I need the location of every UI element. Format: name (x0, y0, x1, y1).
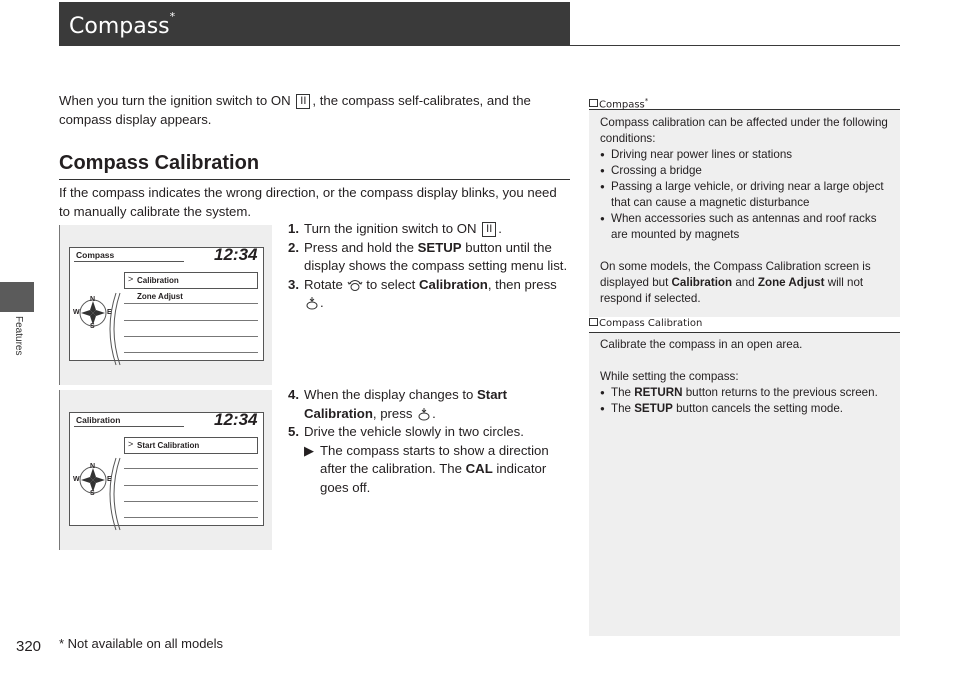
intro-paragraph: When you turn the ignition switch to ON II , the compass self-calibrates, and the compass display appears. (59, 93, 531, 127)
menu-line (124, 468, 258, 469)
note-heading-compass: Compass* (589, 94, 900, 110)
ignition-key-symbol: II (482, 222, 496, 237)
compass-menu-screen (59, 225, 272, 385)
menu-item-calibration-selected[interactable]: > Calibration (124, 272, 258, 289)
page-number: 320 (16, 638, 42, 655)
compass-west: W (73, 476, 80, 483)
section-heading: Compass Calibration (59, 152, 260, 174)
note-body-calibration: Calibrate the compass in an open area. While setting the compass: ● The RETURN button returns to the previous screen. ● The SETUP button cancels the setting mode. (600, 337, 892, 417)
selector-knob-press-icon (416, 407, 432, 421)
step-2: 2. Press and hold the SETUP button until the display shows the compass setting menu list. (288, 239, 568, 273)
clock-display: 12:34 (214, 245, 258, 264)
note-bullet: ● Passing a large vehicle, or driving near a large object that can cause a magnetic disturbance (600, 179, 892, 211)
section-paragraph: If the compass indicates the wrong direction, or the compass display blinks, you need to manually calibrate the system. (59, 185, 557, 219)
footnote: * Not available on all models (59, 636, 224, 651)
compass-north: N (90, 296, 96, 303)
title-rule (570, 45, 900, 46)
screen-title-underline (74, 261, 184, 262)
screen-title: Calibration (76, 415, 121, 425)
compass-south: S (90, 490, 95, 497)
menu-line (124, 501, 258, 502)
steps-group-1 (288, 220, 572, 313)
menu-line (124, 303, 258, 304)
menu-line (124, 517, 258, 518)
note-bullet: ● The SETUP button cancels the setting mode. (600, 401, 892, 417)
step-5-result: ▶ The compass starts to show a direction after the calibration. The CAL indicator goes off. (304, 442, 549, 495)
note-bullet: ● Driving near power lines or stations (600, 147, 892, 163)
clock-display: 12:34 (214, 410, 258, 429)
step-3: 3. Rotate to select Calibration, then press . (288, 276, 557, 310)
selector-knob-press-icon (304, 296, 320, 310)
compass-south: S (90, 323, 95, 330)
selector-knob-rotate-icon (347, 278, 363, 292)
calibration-screen (59, 390, 272, 550)
side-tab (0, 282, 34, 312)
step-1: 1. Turn the ignition switch to ON II . (288, 221, 502, 236)
menu-line (124, 352, 258, 353)
menu-item-zone-adjust[interactable]: Zone Adjust (137, 292, 183, 301)
ignition-key-symbol: II (296, 94, 310, 109)
note-heading-calibration: Compass Calibration (589, 317, 900, 333)
note-bullet: ● Crossing a bridge (600, 163, 892, 179)
note-paragraph: On some models, the Compass Calibration screen is displayed but Calibration and Zone Adjust will not respond if selected. (600, 260, 871, 305)
note-body-compass: Compass calibration can be affected under the following conditions: ● Driving near power lines or stations ● Crossing a bridge ● Passing a large vehicle, or driving near a large object that can cause a magnetic disturbance ● When accessories such as antennas and roof racks are mounted by magnets On some models, the Compass Calibration screen is displayed but Calibration and Zone Adjust will not respond if selected. (600, 115, 892, 307)
note-reference-icon (589, 99, 598, 107)
note-bullet: ● The RETURN button returns to the previous screen. (600, 385, 892, 401)
steps-group-2 (288, 386, 572, 497)
screen-title-underline (74, 426, 184, 427)
selection-marker-icon: > (128, 274, 134, 284)
note-bullet: ● When accessories such as antennas and roof racks are mounted by magnets (600, 211, 892, 243)
compass-east: E (107, 476, 112, 483)
compass-north: N (90, 463, 96, 470)
section-rule (59, 179, 570, 180)
note-reference-icon (589, 318, 598, 326)
step-5: 5. Drive the vehicle slowly in two circles. (288, 424, 524, 439)
side-tab-label: Features (13, 316, 24, 356)
selection-marker-icon: > (128, 439, 134, 449)
menu-line (124, 485, 258, 486)
screen-title: Compass (76, 250, 115, 260)
result-arrow-icon: ▶ (304, 442, 315, 458)
menu-line (124, 336, 258, 337)
compass-west: W (73, 309, 80, 316)
compass-east: E (107, 309, 112, 316)
page-title: Compass* (69, 9, 176, 39)
menu-item-start-calibration-selected[interactable]: > Start Calibration (124, 437, 258, 454)
step-4: 4. When the display changes to Start Calibration, press . (288, 387, 508, 421)
menu-line (124, 320, 258, 321)
